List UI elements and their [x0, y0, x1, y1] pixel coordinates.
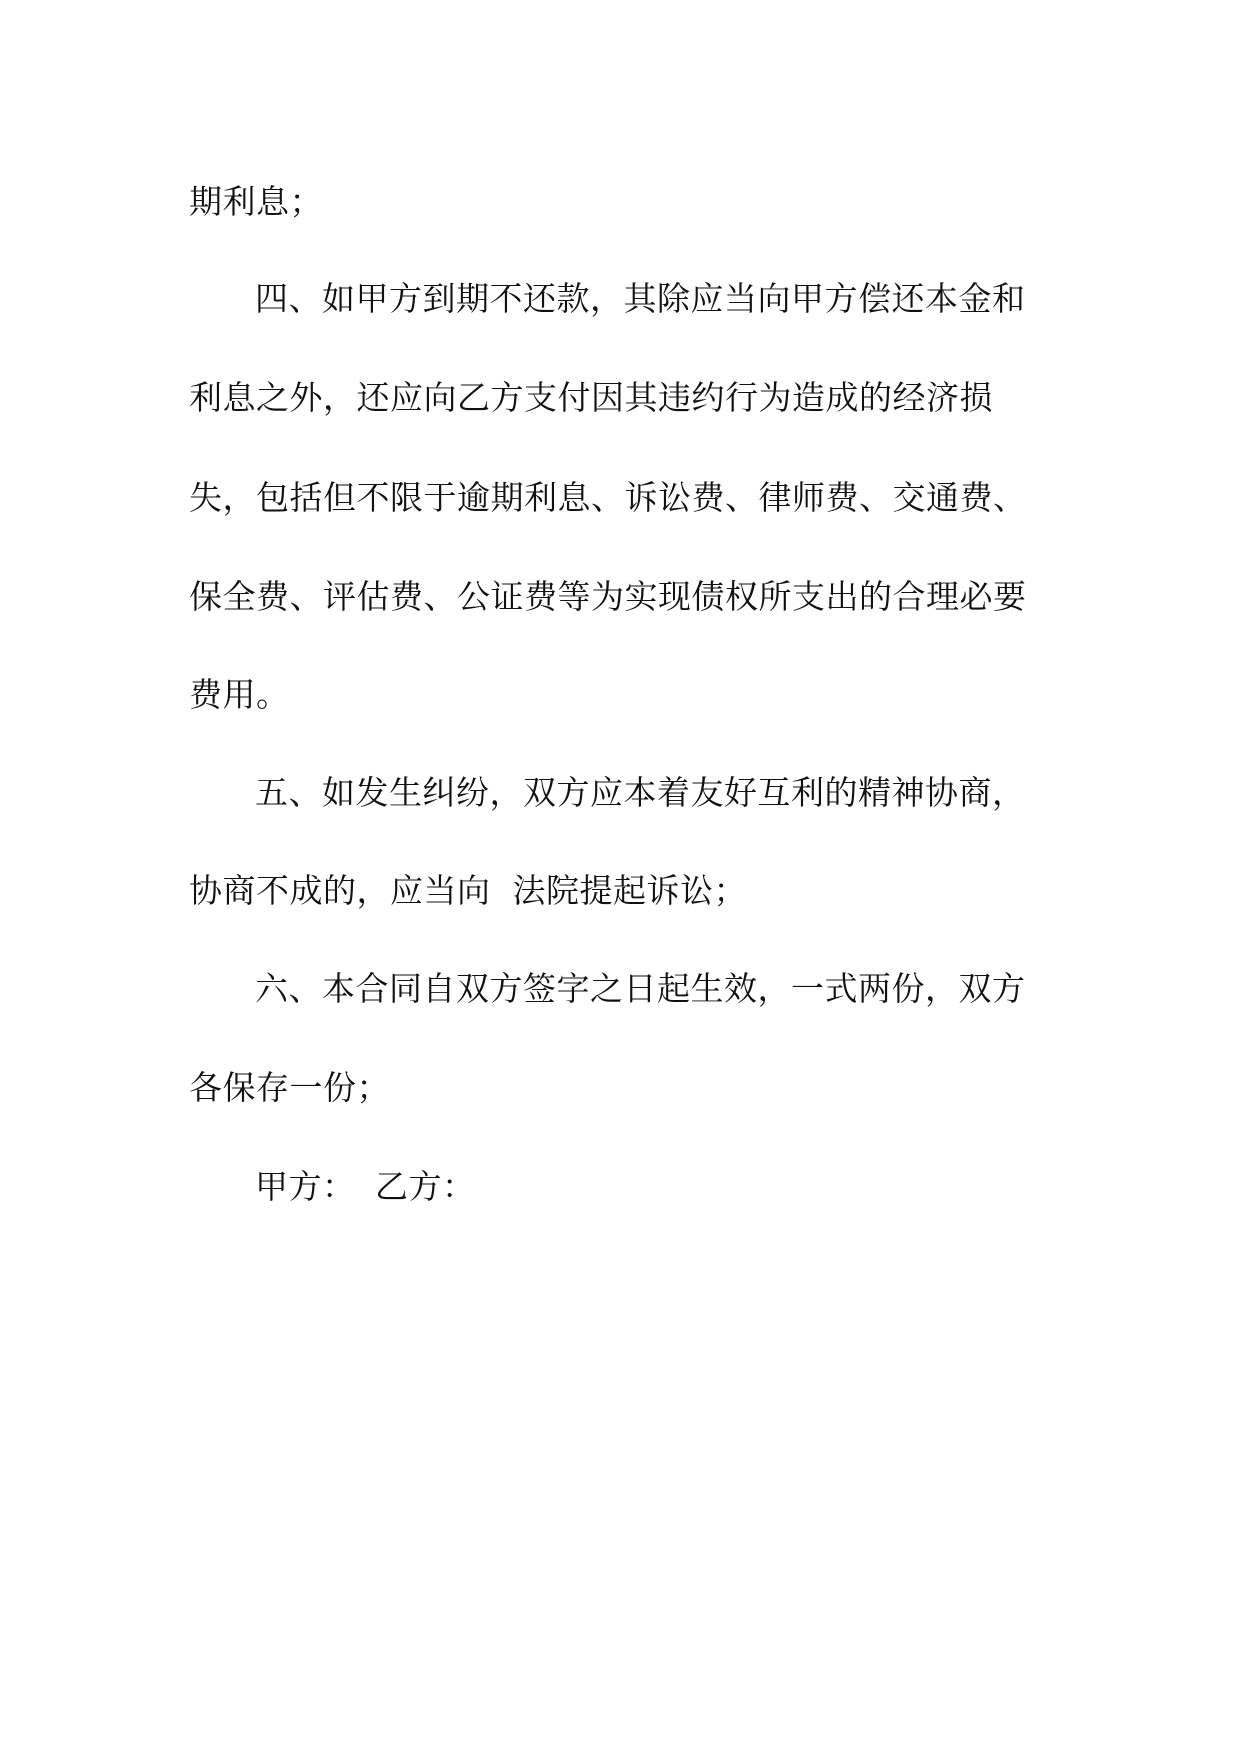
text-line: 期利息；: [189, 182, 323, 221]
text-line: 失，包括但不限于逾期利息、诉讼费、律师费、交通费、: [189, 478, 1027, 517]
clause-five-heading-line: 五、如发生纠纷，双方应本着友好互利的精神协商，: [255, 773, 1026, 812]
text-line: 协商不成的，应当向 法院提起诉讼；: [189, 871, 747, 910]
clause-four-heading-line: 四、如甲方到期不还款，其除应当向甲方偿还本金和: [255, 279, 1026, 318]
text-line: 利息之外，还应向乙方支付因其违约行为造成的经济损: [189, 378, 993, 417]
clause-six-heading-line: 六、本合同自双方签字之日起生效，一式两份，双方: [255, 969, 1026, 1008]
text-line: 保全费、评估费、公证费等为实现债权所支出的合理必要: [189, 577, 1027, 616]
text-line: 各保存一份；: [189, 1068, 390, 1107]
text-line: 费用。: [189, 675, 290, 714]
signature-party-a: 甲方：: [255, 1167, 356, 1206]
signature-party-b: 乙方：: [375, 1167, 476, 1206]
